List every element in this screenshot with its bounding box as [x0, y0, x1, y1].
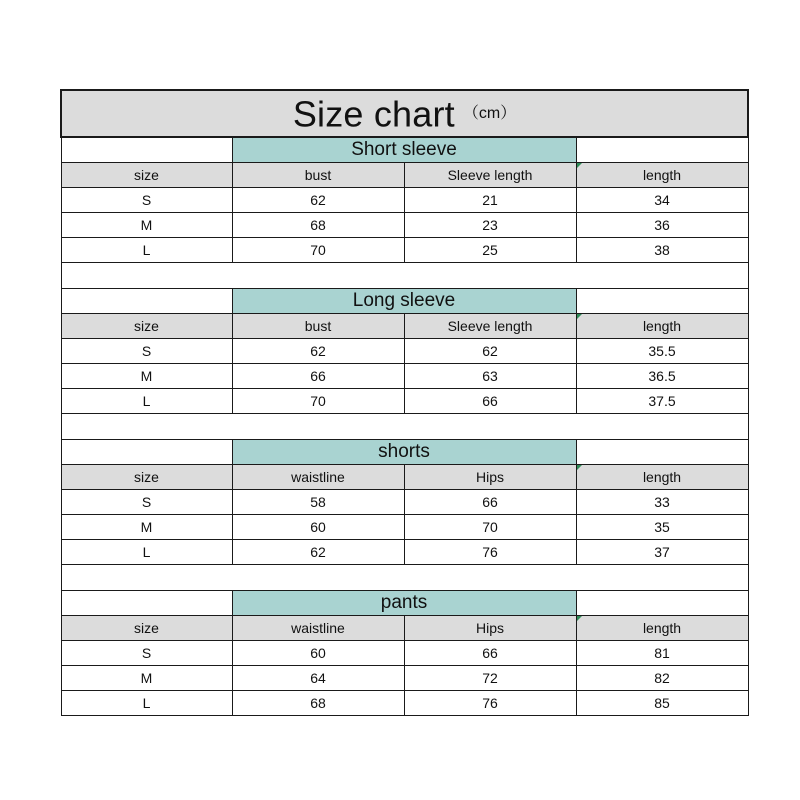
title-row [61, 90, 748, 137]
column-header: size [61, 163, 232, 188]
table-cell: 66 [404, 389, 576, 414]
chart-title [61, 90, 748, 137]
table-row [61, 364, 748, 389]
table-cell: 66 [404, 641, 576, 666]
table-cell: 60 [232, 641, 404, 666]
column-header: bust [232, 314, 404, 339]
table-cell: 85 [576, 691, 748, 716]
column-header: bust [232, 163, 404, 188]
column-header: length [576, 163, 748, 188]
table-row [61, 339, 748, 364]
table-cell: 68 [232, 691, 404, 716]
table-cell: 34 [576, 188, 748, 213]
section-spacer-row [61, 414, 748, 440]
table-cell: 62 [404, 339, 576, 364]
table-cell: 70 [404, 515, 576, 540]
table-cell: 38 [576, 238, 748, 263]
column-header: length [576, 465, 748, 490]
section-title-row [61, 137, 748, 163]
table-cell: S [61, 490, 232, 515]
table-row [61, 238, 748, 263]
table-row [61, 641, 748, 666]
table-cell: 70 [232, 238, 404, 263]
table-cell: 37 [576, 540, 748, 565]
column-header: size [61, 616, 232, 641]
chart-title-text: Size chart [292, 93, 455, 135]
table-cell: 68 [232, 213, 404, 238]
table-cell: 62 [232, 188, 404, 213]
blank-cell [576, 440, 748, 465]
column-header: waistline [232, 465, 404, 490]
table-cell: L [61, 691, 232, 716]
blank-cell [61, 440, 232, 465]
column-header: length [576, 616, 748, 641]
table-cell: 64 [232, 666, 404, 691]
table-cell: 37.5 [576, 389, 748, 414]
table-cell: 36.5 [576, 364, 748, 389]
blank-cell [576, 137, 748, 163]
spacer-cell [61, 414, 748, 440]
table-cell: 58 [232, 490, 404, 515]
table-cell: 81 [576, 641, 748, 666]
table-cell: 36 [576, 213, 748, 238]
column-header-row [61, 314, 748, 339]
table-cell: 62 [232, 339, 404, 364]
blank-cell [576, 289, 748, 314]
spacer-cell [61, 565, 748, 591]
table-cell: M [61, 213, 232, 238]
table-cell: 33 [576, 490, 748, 515]
column-header: Sleeve length [404, 314, 576, 339]
column-header: Hips [404, 616, 576, 641]
chart-title-unit: （cm） [462, 105, 517, 123]
table-cell: L [61, 389, 232, 414]
table-cell: S [61, 339, 232, 364]
table-cell: 62 [232, 540, 404, 565]
column-header: waistline [232, 616, 404, 641]
table-cell: 82 [576, 666, 748, 691]
column-header: Sleeve length [404, 163, 576, 188]
table-cell: S [61, 188, 232, 213]
section-title-row [61, 289, 748, 314]
table-cell: 72 [404, 666, 576, 691]
column-header: Hips [404, 465, 576, 490]
table-row [61, 213, 748, 238]
table-row [61, 515, 748, 540]
table-cell: L [61, 540, 232, 565]
table-cell: 23 [404, 213, 576, 238]
section-title-row [61, 440, 748, 465]
table-row [61, 188, 748, 213]
table-cell: M [61, 364, 232, 389]
table-row [61, 691, 748, 716]
table-cell: M [61, 666, 232, 691]
column-header: size [61, 314, 232, 339]
section-spacer-row [61, 565, 748, 591]
table-cell: 35 [576, 515, 748, 540]
column-header-row [61, 163, 748, 188]
table-cell: 66 [404, 490, 576, 515]
size-chart-table [60, 89, 749, 716]
blank-cell [576, 591, 748, 616]
section-title: Short sleeve [232, 137, 576, 163]
section-spacer-row [61, 263, 748, 289]
table-cell: 70 [232, 389, 404, 414]
table-row [61, 490, 748, 515]
blank-cell [61, 289, 232, 314]
table-row [61, 666, 748, 691]
table-cell: L [61, 238, 232, 263]
table-cell: 35.5 [576, 339, 748, 364]
section-title: pants [232, 591, 576, 616]
table-cell: 76 [404, 540, 576, 565]
table-cell: 66 [232, 364, 404, 389]
section-title: shorts [232, 440, 576, 465]
column-header-row [61, 616, 748, 641]
section-title-row [61, 591, 748, 616]
table-row [61, 389, 748, 414]
table-cell: 60 [232, 515, 404, 540]
table-cell: 76 [404, 691, 576, 716]
column-header: length [576, 314, 748, 339]
spacer-cell [61, 263, 748, 289]
section-title: Long sleeve [232, 289, 576, 314]
blank-cell [61, 137, 232, 163]
table-cell: 21 [404, 188, 576, 213]
column-header: size [61, 465, 232, 490]
size-chart [60, 89, 747, 716]
table-row [61, 540, 748, 565]
column-header-row [61, 465, 748, 490]
table-cell: S [61, 641, 232, 666]
blank-cell [61, 591, 232, 616]
table-cell: 63 [404, 364, 576, 389]
table-cell: M [61, 515, 232, 540]
table-cell: 25 [404, 238, 576, 263]
